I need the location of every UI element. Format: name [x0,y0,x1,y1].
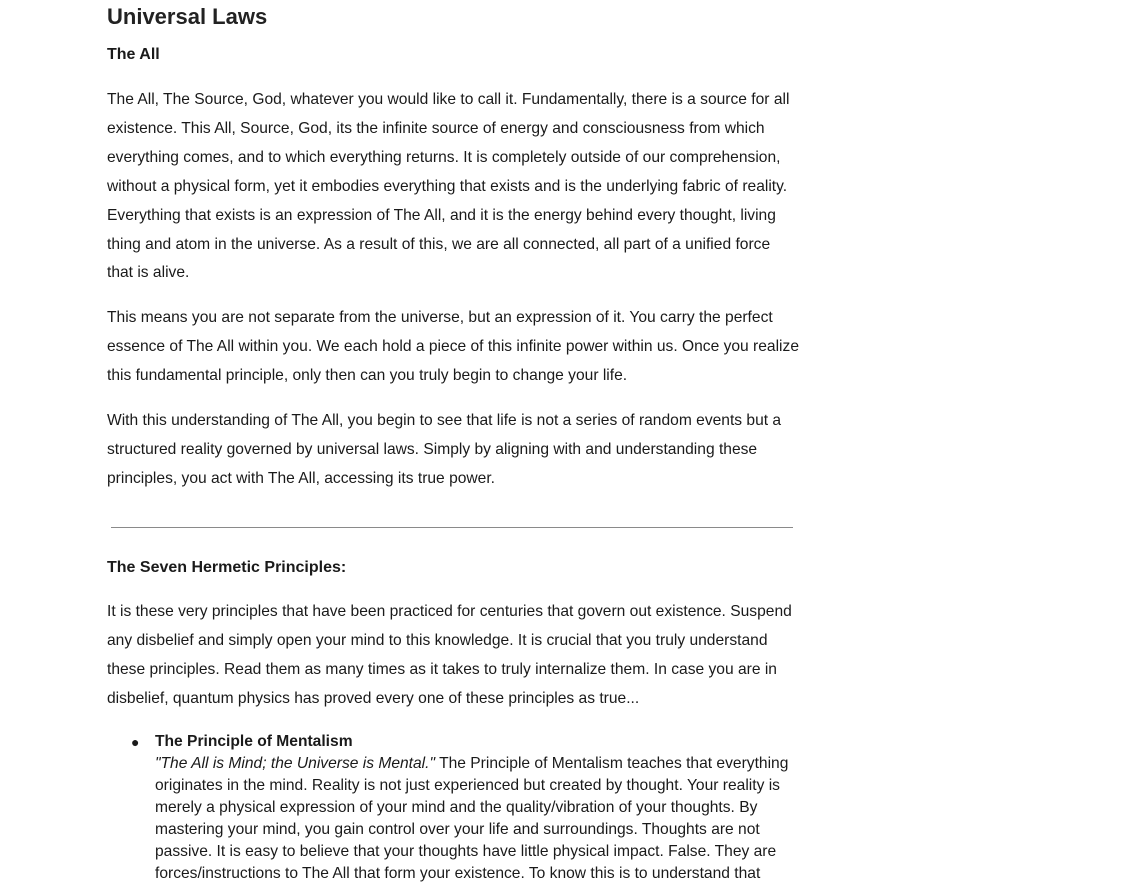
paragraph-the-all-2: This means you are not separate from the universe, but an expression of it. You carry the perfect essence of The All within you. We each hold a piece of this infinite power within us. Once you realize this fundamental principle, only then can you truly begin to change your life. [107,309,799,385]
principles-list [107,731,799,885]
principle-text: The Principle of Mentalism teaches that everything originates in the mind. Reality is not just experienced but created by thought. Your reality is merely a physical expression of your mind and the quality/vibration of your thoughts. By mastering your mind, you gain control over your life and surroundings. Thoughts are not passive. It is easy to believe that your thoughts have little physical impact. False. They are forces/instructions to The All that form your existence. To know this is to understand that [155,755,789,883]
list-item [131,731,799,885]
paragraph-the-all-3: With this understanding of The All, you begin to see that life is not a series of random events but a structured reality governed by universal laws. Simply by aligning with and understanding these principles, you act with The All, accessing its true power. [107,412,782,487]
bullet-icon: ● [131,734,140,751]
principle-quote: "The All is Mind; the Universe is Mental." [155,755,436,773]
paragraph-the-all-1: The All, The Source, God, whatever you would like to call it. Fundamentally, there is a source for all existence. This All, Source, God, its the infinite source of energy and consciousness from which everything comes, and to which everything returns. It is completely outside of our comprehension, without a physical form, yet it embodies everything that exists and is the underlying fabric of reality. Everything that exists is an expression of The All, and it is the energy behind every thought, living thing and atom in the universe. As a result of this, we are all connected, all part of a unified force that is alive. [107,91,790,282]
section-divider [111,527,793,528]
paragraph-hermetic-intro: It is these very principles that have been practiced for centuries that govern out existence. Suspend any disbelief and simply open your mind to this knowledge. It is crucial that you truly understand these principles. Read them as many times as it takes to truly internalize them. In case you are in disbelief, quantum physics has proved every one of these principles as true... [107,602,792,707]
principle-name: The Principle of Mentalism [155,733,353,751]
section-heading-hermetic: The Seven Hermetic Principles: [107,558,347,576]
principle-body [155,753,799,885]
section-heading-the-all: The All [107,46,160,63]
document-page [107,0,799,885]
page-title: Universal Laws [107,4,268,29]
